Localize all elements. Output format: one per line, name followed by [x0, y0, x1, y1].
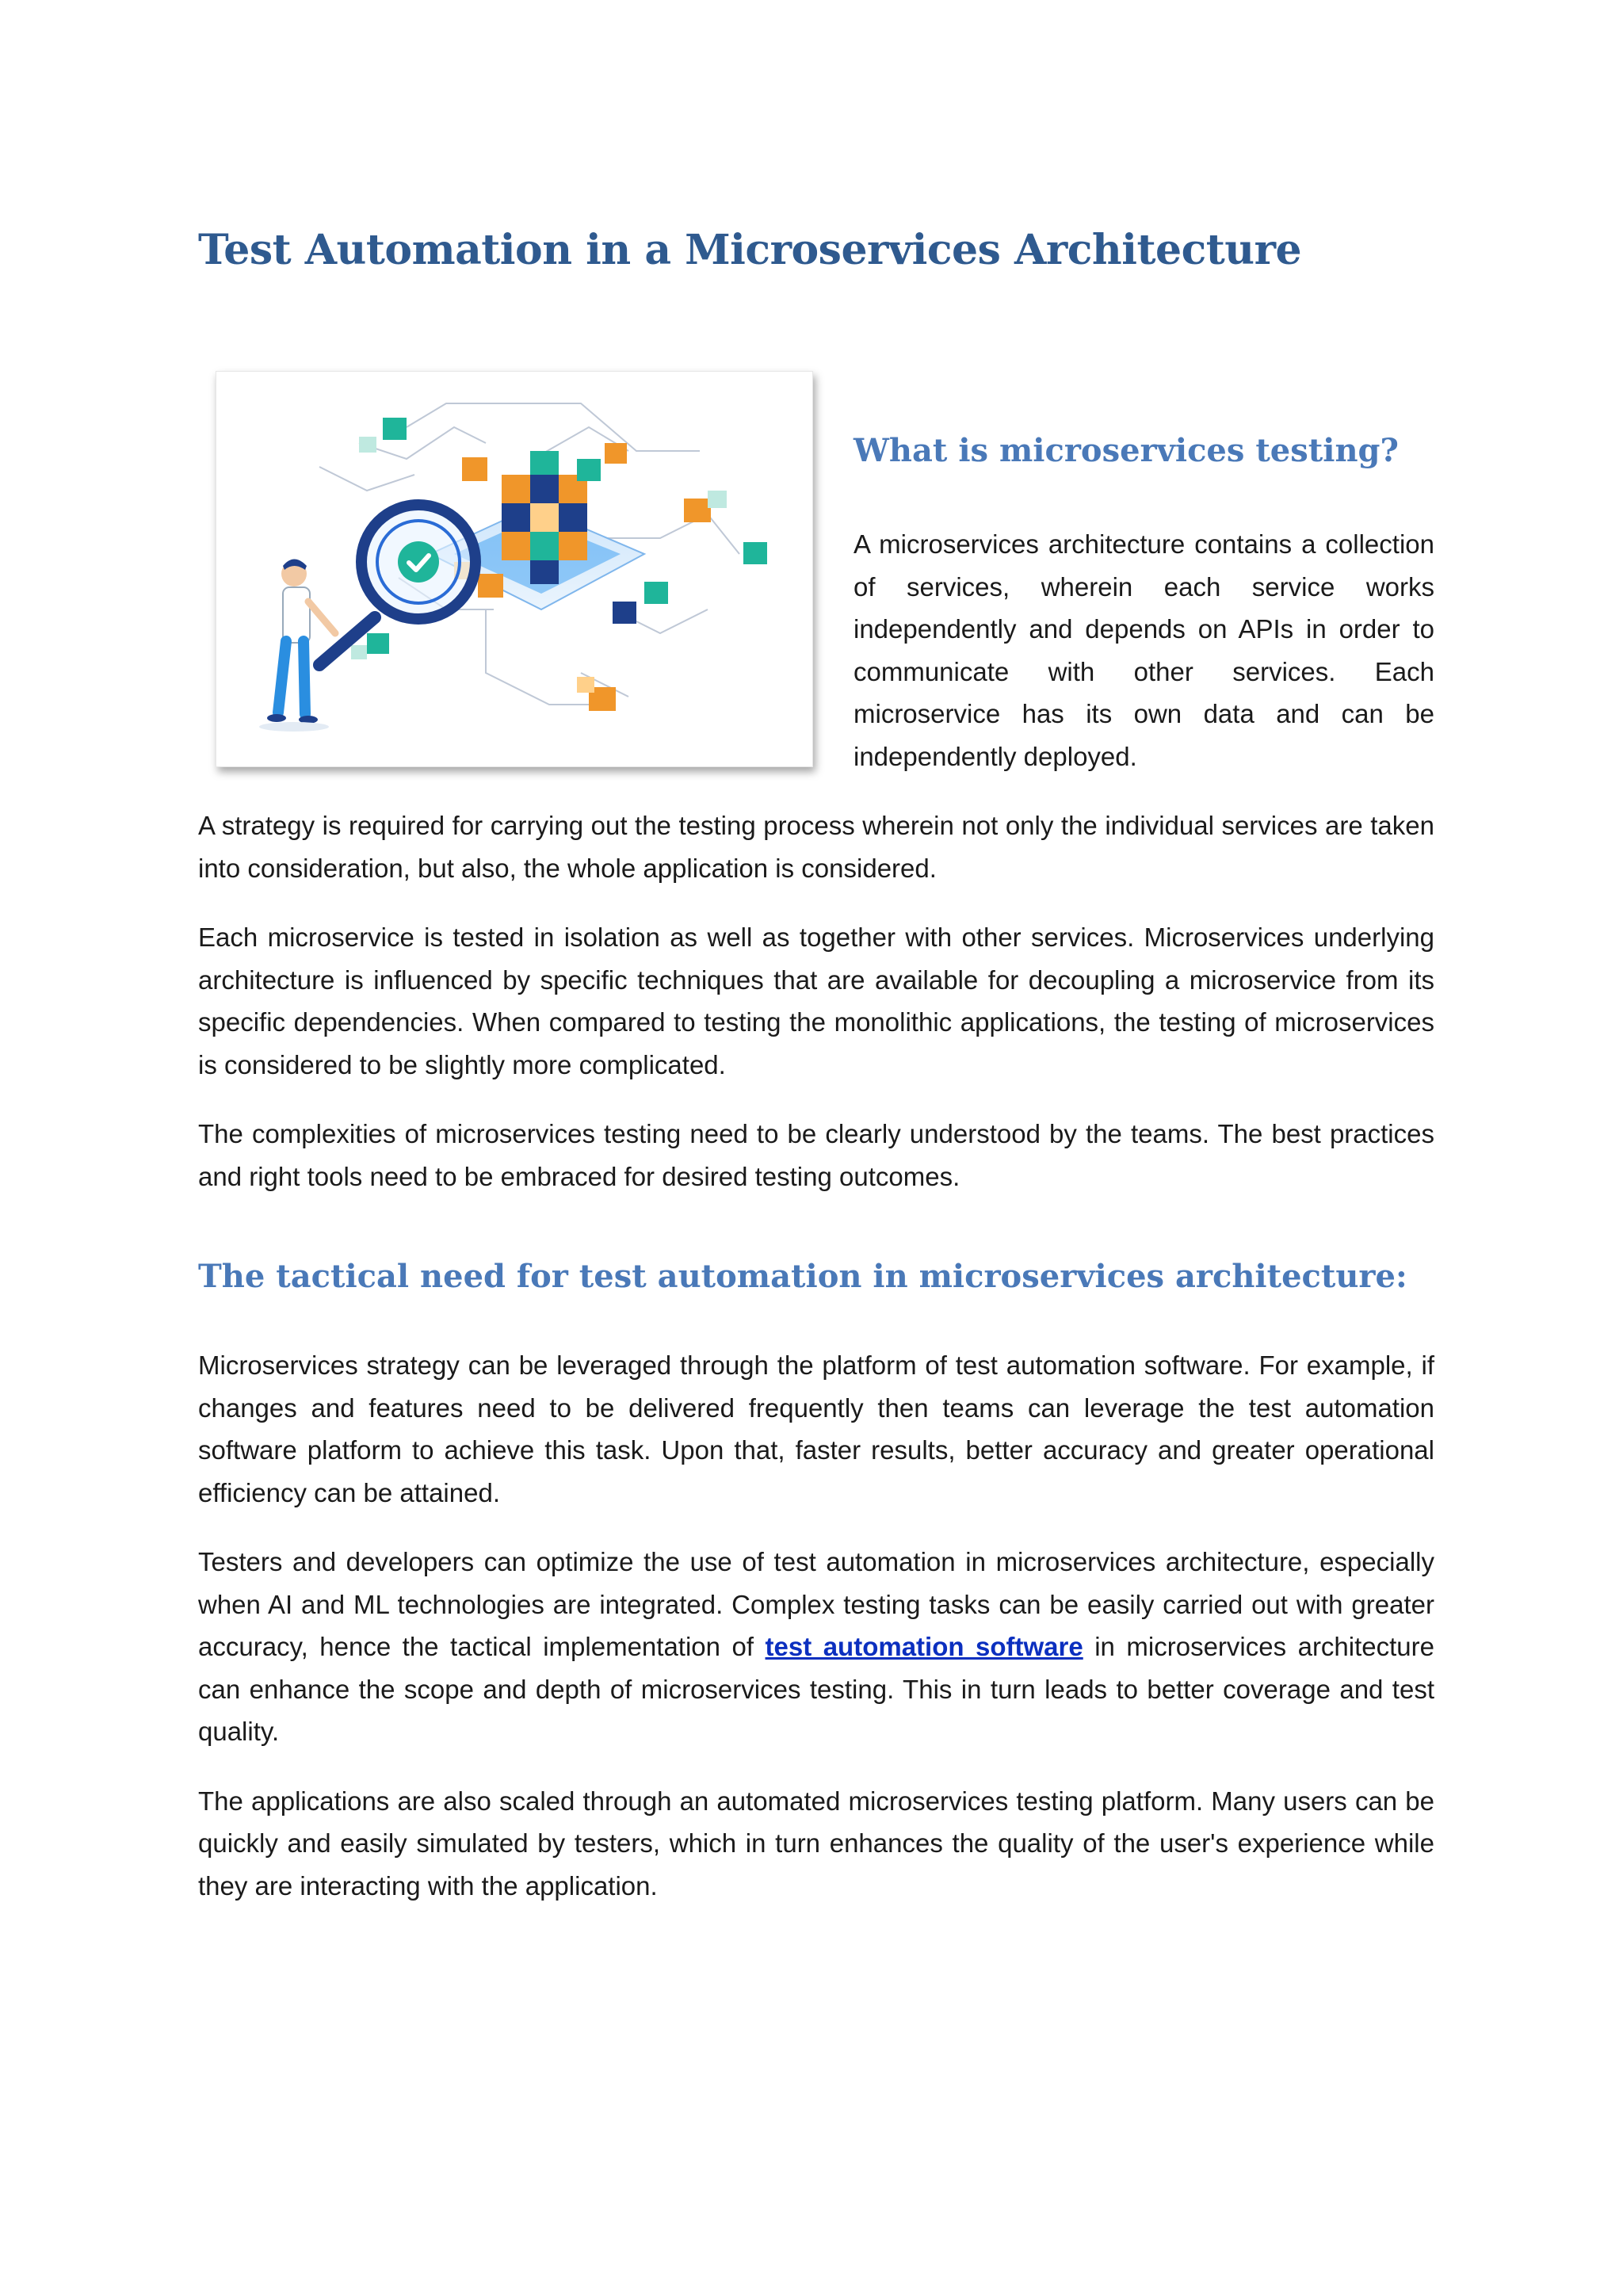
paragraph-text: Testers and developers can optimize the use of test automation in microservices architecture, especially when AI and ML technologies are integrated. Complex testing tasks can be easily carried out with greater accuracy, hence the tactical implementation of — [198, 1547, 1434, 1661]
article-body — [198, 804, 1434, 1934]
paragraph: Each microservice is tested in isolation as well as together with other services. Microservices underlying architecture is influenced by specific techniques that are available for decoupling a microservice from its specific dependencies. When compared to testing the monolithic applications, the testing of microservices is considered to be slightly more complicated. — [198, 923, 1434, 1079]
paragraph: Microservices strategy can be leveraged through the platform of test automation software. For example, if changes and features need to be delivered frequently then teams can leverage the test automation software platform to achieve this task. Upon that, faster results, better accuracy and greater operational efficiency can be attained. — [198, 1350, 1434, 1507]
section-heading-what-is: What is microservices testing? — [854, 432, 1399, 469]
page-title: Test Automation in a Microservices Architecture — [198, 226, 1302, 274]
magnifier-cubes-illustration — [216, 372, 812, 766]
microservices-illustration — [216, 371, 813, 767]
paragraph-text: in microservices architecture can enhance the scope and depth of microservices testing. This in turn leads to better coverage and test quality. — [198, 1632, 1434, 1746]
intro-paragraph: A microservices architecture contains a collection of services, wherein each service works independently and depends on APIs in order to communicate with other services. Each microservice has its own data and can be independently deployed. — [854, 529, 1434, 771]
paragraph-with-link — [198, 1541, 1434, 1753]
paragraph: A strategy is required for carrying out the testing process wherein not only the individual services are taken into consideration, but also, the whole application is considered. — [198, 811, 1434, 883]
section-heading-tactical-need: The tactical need for test automation in microservices architecture: — [198, 1258, 1407, 1295]
paragraph: The complexities of microservices testing need to be clearly understood by the teams. The best practices and right tools need to be embraced for desired testing outcomes. — [198, 1119, 1434, 1191]
paragraph: The applications are also scaled through an automated microservices testing platform. Many users can be quickly and easily simulated by testers, which in turn enhances the quality of the user's experience while they are interacting with the application. — [198, 1786, 1434, 1901]
test-automation-software-link[interactable]: test automation software — [765, 1632, 1083, 1661]
